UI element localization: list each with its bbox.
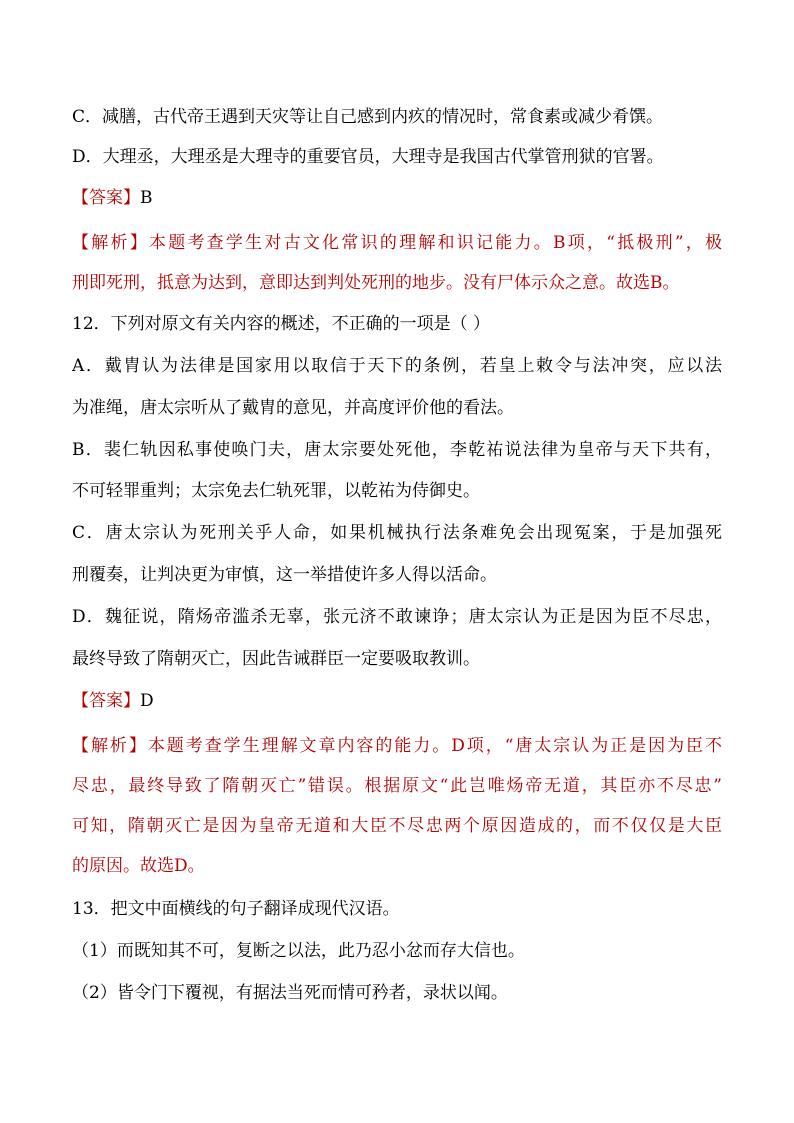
option-d-previous: D．大理丞，大理丞是大理寺的重要官员，大理寺是我国古代掌管刑狱的官署。 [72,147,664,167]
q12-option-b-line-1: B．裴仁轨因私事使唤门夫，唐太宗要处死他，李乾祐说法律为皇帝与天下共有， [72,440,722,460]
answer-11 [72,187,722,209]
q12-option-c-line-1: C．唐太宗认为死刑关乎人命，如果机械执行法条难免会出现冤案，于是加强死 [72,523,722,543]
analysis-text: 本题考查学生对古文化常识的理解和识记能力。B项，“抵极刑”，极 [148,233,722,253]
option-c-previous: C．减膳，古代帝王遇到天灾等让自己感到内疚的情况时，常食素或减少肴馔。 [72,107,664,127]
q12-option-d-line-1: D．魏征说，隋炀帝滥杀无辜，张元济不敢谏诤；唐太宗认为正是因为臣不尽忠， [72,607,722,627]
analysis-12-line-3: 可知，隋朝灭亡是因为皇帝无道和大臣不尽忠两个原因造成的，而不仅仅是大臣 [72,816,722,836]
analysis-tag: 【解析】 [72,736,148,756]
analysis-12-line-4: 的原因。故选D。 [72,856,205,876]
analysis-text: 本题考查学生理解文章内容的能力。D项，“唐太宗认为正是因为臣不 [147,736,722,756]
analysis-11-line-1 [72,232,722,254]
q12-option-c-line-2: 刑覆奏，让判决更为审慎，这一举措使许多人得以活命。 [72,565,497,585]
analysis-12-line-2: 尽忠，最终导致了隋朝灭亡”错误。根据原文“此岂唯炀帝无道，其臣亦不尽忠” [72,776,722,796]
q12-option-d-line-2: 最终导致了隋朝灭亡，因此告诫群臣一定要吸取教训。 [72,649,480,669]
answer-12 [72,690,722,712]
answer-tag: 【答案】 [72,691,140,711]
question-12: 12．下列对原文有关内容的概述，不正确的一项是（ ） [72,314,491,334]
answer-value: D [140,691,154,711]
analysis-tag: 【解析】 [72,233,149,253]
q12-option-a-line-1: A．戴胄认为法律是国家用以取信于天下的条例，若皇上敕令与法冲突，应以法 [72,356,722,376]
analysis-11-line-2: 刑即死刑，抵意为达到，意即达到判处死刑的地步。没有尸体示众之意。故选B。 [72,273,680,293]
q13-item-2: （2）皆令门下覆视，有据法当死而情可矜者，录状以闻。 [72,983,508,1003]
q13-item-1: （1）而既知其不可，复断之以法，此乃忍小忿而存大信也。 [72,941,525,961]
question-13: 13．把文中面横线的句子翻译成现代汉语。 [72,899,400,919]
analysis-12-line-1 [72,735,722,757]
answer-value: B [140,188,153,208]
q12-option-a-line-2: 为准绳，唐太宗听从了戴胄的意见，并高度评价他的看法。 [72,398,514,418]
q12-option-b-line-2: 不可轻罪重判；太宗免去仁轨死罪，以乾祐为侍御史。 [72,481,480,501]
answer-tag: 【答案】 [72,188,140,208]
